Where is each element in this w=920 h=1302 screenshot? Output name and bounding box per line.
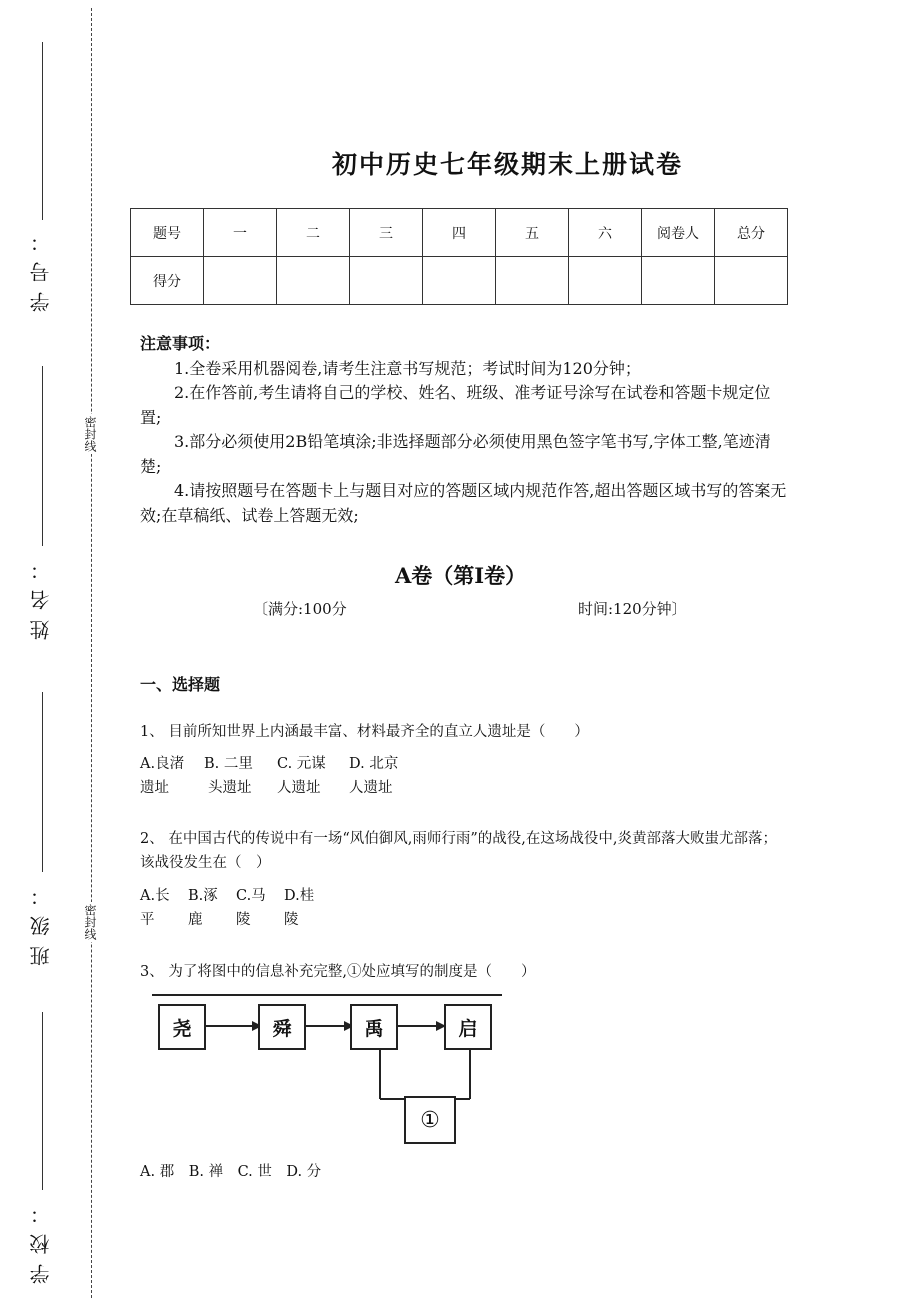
- option-d-cont: 人遗址: [349, 780, 393, 796]
- option-a-cont: 遗址: [140, 780, 169, 796]
- score-cell[interactable]: [569, 257, 642, 305]
- score-table-header: 三: [350, 209, 423, 257]
- exam-time: 时间:120分钟〕: [578, 600, 687, 618]
- diagram-box-blank: ①: [404, 1096, 456, 1144]
- student-id-label: 学号：: [29, 222, 53, 312]
- question-3-stem: 3、 为了将图中的信息补充完整,①处应填写的制度是（ ）: [140, 964, 536, 980]
- score-table-header: 一: [204, 209, 277, 257]
- question-1-stem: 1、 目前所知世界上内涵最丰富、材料最齐全的直立人遗址是（ ）: [140, 724, 589, 740]
- notes-heading: 注意事项：: [140, 334, 221, 353]
- score-table: [130, 208, 788, 305]
- notes-item: 4.请按照题号在答题卡上与题目对应的答题区域内规范作答,超出答题区域书写的答案无效;在草稿纸、试卷上答题无效;: [140, 481, 787, 525]
- student-id-underline: [42, 42, 43, 220]
- option-c-cont: 人遗址: [277, 780, 321, 796]
- option-a[interactable]: A.长: [140, 888, 170, 904]
- option-a-cont: 平: [140, 912, 155, 928]
- score-cell[interactable]: [496, 257, 569, 305]
- option-c-cont: 陵: [236, 912, 251, 928]
- score-cell[interactable]: [350, 257, 423, 305]
- full-score: 〔满分:100分: [253, 600, 347, 618]
- option-d[interactable]: D. 北京: [349, 756, 399, 772]
- score-table-header: 总分: [715, 209, 788, 257]
- page-title: 初中历史七年级期末上册试卷: [332, 150, 684, 179]
- school-underline: [42, 1012, 43, 1190]
- question-2-stem: 2、 在中国古代的传说中有一场“风伯御风,雨师行雨”的战役,在这场战役中,炎黄部落大败蚩尤部落；该战役发生在（ ）: [140, 831, 777, 871]
- notes-item: 3.部分必须使用2B铅笔填涂;非选择题部分必须使用黑色签字笔书写,字体工整,笔迹清楚;: [140, 432, 771, 476]
- class-underline: [42, 692, 43, 872]
- option-b[interactable]: B. 二里: [204, 756, 253, 772]
- option-d-cont: 陵: [284, 912, 299, 928]
- score-table-score-row: [131, 257, 788, 305]
- score-table-header-row: [131, 209, 788, 257]
- notes-item: 1.全卷采用机器阅卷,请考生注意书写规范；考试时间为120分钟；: [174, 358, 641, 378]
- score-cell[interactable]: [423, 257, 496, 305]
- score-cell[interactable]: [715, 257, 788, 305]
- binding-dashed-line: [91, 8, 92, 1298]
- option-b-cont: 鹿: [188, 912, 203, 928]
- score-table-header: 五: [496, 209, 569, 257]
- score-table-header: 题号: [131, 209, 204, 257]
- seal-line-text-upper: 密封线: [83, 416, 97, 452]
- score-table-header: 二: [277, 209, 350, 257]
- score-table-header: 阅卷人: [642, 209, 715, 257]
- score-table-header: 四: [423, 209, 496, 257]
- diagram-box-qi: 启: [444, 1004, 492, 1050]
- diagram-box-shun: 舜: [258, 1004, 306, 1050]
- option-b-cont: 头遗址: [208, 780, 252, 796]
- question-3-options[interactable]: A. 郡 B. 禅 C. 世 D. 分: [140, 1164, 322, 1180]
- diagram-box-yu: 禹: [350, 1004, 398, 1050]
- score-table-header: 六: [569, 209, 642, 257]
- school-label: 学校：: [29, 1194, 53, 1284]
- score-cell[interactable]: [204, 257, 277, 305]
- name-underline: [42, 366, 43, 546]
- option-a[interactable]: A.良渚: [140, 756, 185, 772]
- option-d[interactable]: D.桂: [284, 888, 315, 904]
- score-row-label: 得分: [131, 257, 204, 305]
- diagram-box-yao: 尧: [158, 1004, 206, 1050]
- score-cell[interactable]: [277, 257, 350, 305]
- option-b[interactable]: B.涿: [188, 888, 218, 904]
- score-cell[interactable]: [642, 257, 715, 305]
- option-c[interactable]: C.马: [236, 888, 266, 904]
- notes-block: [140, 332, 790, 528]
- name-label: 姓名：: [29, 550, 53, 640]
- part-title: 一、选择题: [140, 675, 221, 694]
- option-c[interactable]: C. 元谋: [277, 756, 326, 772]
- seal-line-text-lower: 密封线: [83, 904, 97, 940]
- succession-diagram: [152, 992, 502, 1152]
- notes-item: 2.在作答前,考生请将自己的学校、姓名、班级、准考证号涂写在试卷和答题卡规定位置;: [140, 383, 771, 427]
- class-label: 班级：: [29, 876, 53, 966]
- section-title: A卷（第Ⅰ卷）: [395, 563, 527, 588]
